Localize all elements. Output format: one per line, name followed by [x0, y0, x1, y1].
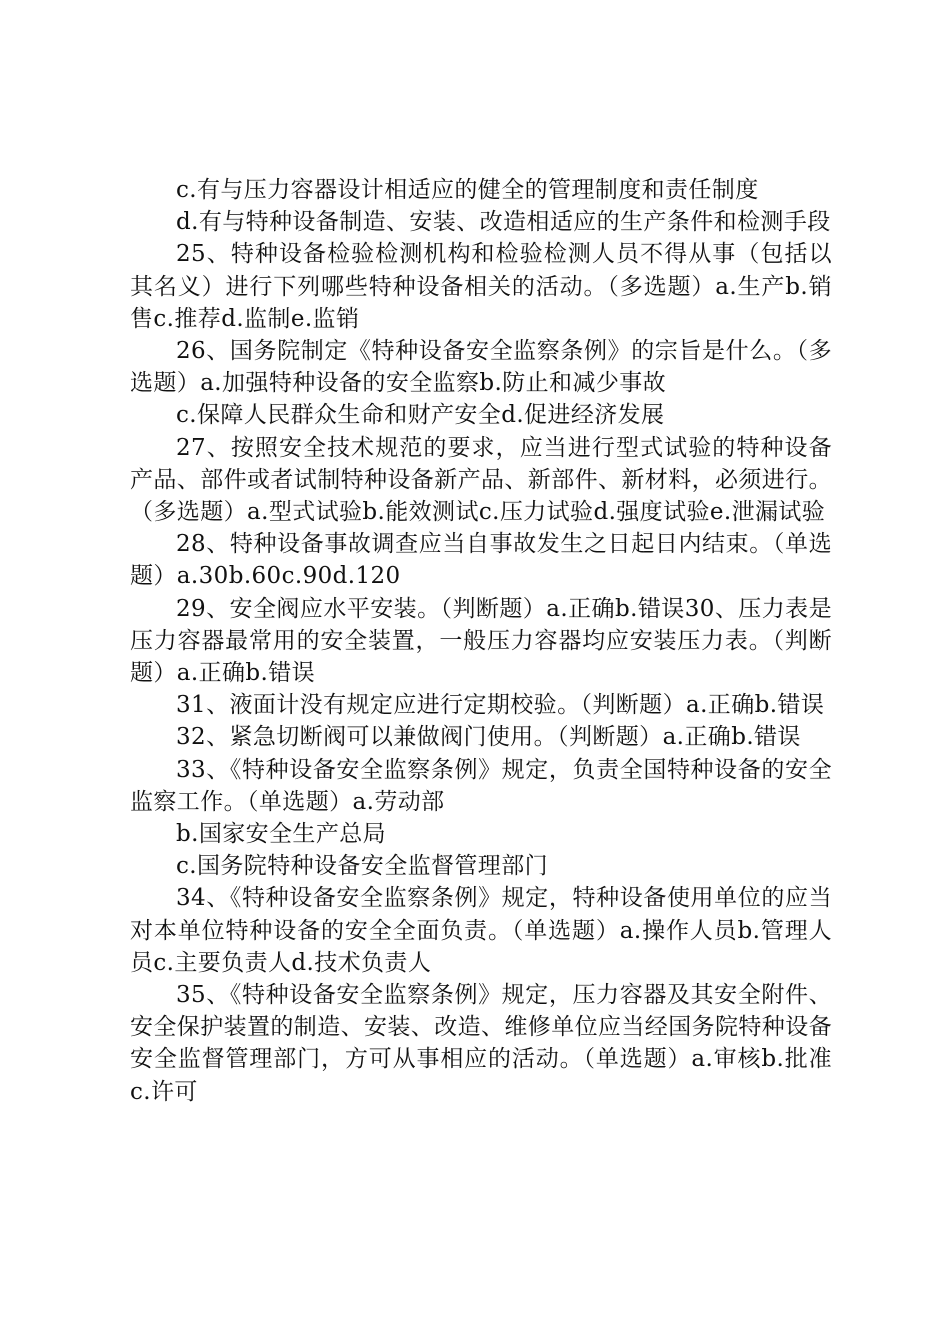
question-26: 26、国务院制定《特种设备安全监察条例》的宗旨是什么。（多选题）a.加强特种设备的安全监察b.防止和减少事故	[130, 338, 832, 397]
question-35: 35、《特种设备安全监察条例》规定，压力容器及其安全附件、安全保护装置的制造、安装、改造、维修单位应当经国务院特种设备安全监督管理部门，方可从事相应的活动。（单选题）a.审核b.批准c.许可	[130, 982, 832, 1105]
question-32: 32、紧急切断阀可以兼做阀门使用。（判断题）a.正确b.错误	[176, 724, 801, 751]
question-27: 27、按照安全技术规范的要求，应当进行型式试验的特种设备产品、部件或者试制特种设备新产品、新部件、新材料，必须进行。（多选题）a.型式试验b.能效测试c.压力试验d.强度试验e.泄漏试验	[130, 434, 832, 526]
question-34: 34、《特种设备安全监察条例》规定，特种设备使用单位的应当对本单位特种设备的安全全面负责。（单选题）a.操作人员b.管理人员c.主要负责人d.技术负责人	[130, 885, 832, 976]
question-28: 28、特种设备事故调查应当自事故发生之日起日内结束。（单选题）a.30b.60c.90d.120	[130, 531, 832, 590]
question-33-option-b: b.国家安全生产总局	[176, 821, 387, 848]
paragraph-option-d-production: d.有与特种设备制造、安装、改造相适应的生产条件和检测手段	[176, 209, 831, 236]
question-25: 25、特种设备检验检测机构和检验检测人员不得从事（包括以其名义）进行下列哪些特种设备相关的活动。（多选题）a.生产b.销售c.推荐d.监制e.监销	[130, 241, 832, 332]
question-26-options: c.保障人民群众生命和财产安全d.促进经济发展	[176, 402, 665, 429]
question-29-30: 29、安全阀应水平安装。（判断题）a.正确b.错误30、压力表是压力容器最常用的安全装置，一般压力容器均应安装压力表。（判断题）a.正确b.错误	[130, 595, 832, 687]
question-33: 33、《特种设备安全监察条例》规定，负责全国特种设备的安全监察工作。（单选题）a.劳动部	[130, 756, 832, 815]
question-31: 31、液面计没有规定应进行定期校验。（判断题）a.正确b.错误	[176, 692, 825, 719]
document-body	[130, 174, 832, 1108]
question-33-option-c: c.国务院特种设备安全监督管理部门	[176, 853, 548, 880]
paragraph-option-c-management: c.有与压力容器设计相适应的健全的管理制度和责任制度	[176, 177, 759, 203]
